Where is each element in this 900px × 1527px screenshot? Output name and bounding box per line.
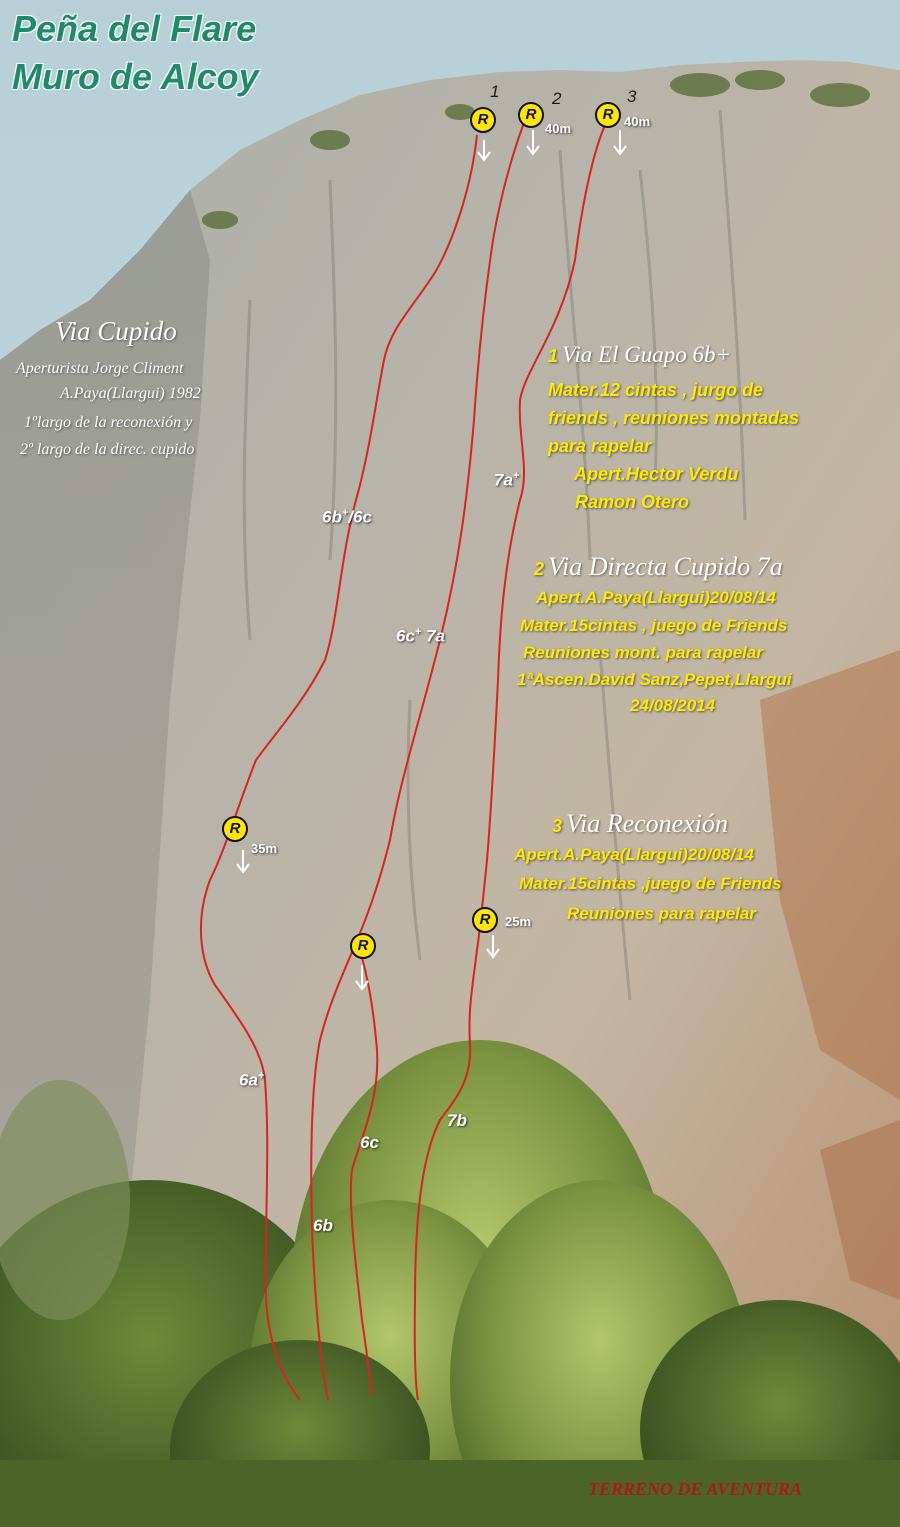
route-detail: para rapelar bbox=[548, 436, 652, 456]
route-detail: Reuniones mont. para rapelar bbox=[523, 643, 763, 662]
grade-6b-plus-6c bbox=[322, 507, 372, 528]
top-route-number-3: 3 bbox=[627, 87, 637, 106]
grade-sup: + bbox=[341, 507, 349, 519]
grade-base: 6c bbox=[396, 626, 415, 646]
title-line-1: Peña del Flare bbox=[12, 8, 257, 49]
route-name: Via Directa Cupido 7a bbox=[548, 552, 783, 581]
route-name: Via El Guapo 6b+ bbox=[562, 342, 732, 367]
route-detail: Mater.12 cintas , jurgo de bbox=[548, 380, 764, 400]
top-route-number-2: 2 bbox=[552, 89, 562, 108]
route-detail: Apert.Hector Verdu bbox=[574, 464, 739, 484]
title-line-2: Muro de Alcoy bbox=[12, 56, 259, 97]
grade-7b: 7b bbox=[447, 1111, 467, 1130]
route-number: 1 bbox=[548, 346, 559, 366]
route-number: 2 bbox=[534, 559, 545, 579]
belay-station-top-3: R bbox=[595, 102, 621, 128]
route-name: Via Reconexión bbox=[566, 809, 728, 838]
route-detail: Reuniones para rapelar bbox=[567, 904, 756, 923]
route-detail: 24/08/2014 bbox=[630, 696, 716, 715]
belay-station-top-2: R bbox=[518, 102, 544, 128]
route-detail: Apert.A.Paya(Llargui)20/08/14 bbox=[514, 845, 754, 864]
cupido-line: 2º largo de la direc. cupido bbox=[20, 441, 195, 458]
cupido-line: 1ºlargo de la reconexión y bbox=[24, 414, 193, 431]
grade-sup: + bbox=[512, 470, 520, 482]
route-1-heading bbox=[548, 342, 731, 368]
grade-sup: + bbox=[257, 1070, 265, 1082]
top-route-number-1: 1 bbox=[490, 82, 500, 101]
grade-6a-plus bbox=[239, 1070, 264, 1091]
grade-base: 7a bbox=[494, 470, 513, 490]
grade-7a-plus bbox=[494, 470, 519, 491]
grade-base: 6a bbox=[239, 1070, 258, 1090]
belay-station-top-1: R bbox=[470, 107, 496, 133]
grade-base: 6b bbox=[322, 507, 342, 527]
belay-station-mid-center: R bbox=[350, 933, 376, 959]
mid-left-distance: 35m bbox=[251, 841, 278, 856]
credit-watermark: TERRENO DE AVENTURA bbox=[588, 1479, 803, 1499]
grade-sup: + bbox=[414, 626, 422, 638]
top-3-distance: 40m bbox=[624, 114, 651, 129]
route-number: 3 bbox=[552, 816, 563, 836]
belay-station-mid-left: R bbox=[222, 816, 248, 842]
cupido-title: Via Cupido bbox=[55, 316, 177, 346]
cupido-line: Aperturista Jorge Climent bbox=[16, 360, 184, 377]
route-detail: friends , reuniones montadas bbox=[548, 408, 800, 428]
belay-station-mid-right: R bbox=[472, 907, 498, 933]
route-2-heading bbox=[534, 552, 783, 582]
grade-rest: /6c bbox=[348, 507, 372, 527]
route-detail: Apert.A.Paya(Llargui)20/08/14 bbox=[536, 588, 776, 607]
route-detail: Mater.15cintas , juego de Friends bbox=[520, 616, 788, 635]
route-detail: 1ªAscen.David Sanz,Pepet,Llargui bbox=[517, 670, 792, 689]
grade-6c: 6c bbox=[360, 1133, 379, 1152]
grade-6c-plus-7a bbox=[396, 626, 445, 647]
cupido-line: A.Paya(Llargui) 1982 bbox=[60, 385, 201, 402]
top-2-distance: 40m bbox=[545, 121, 572, 136]
route-detail: Mater.15cintas ,juego de Friends bbox=[519, 874, 782, 893]
grade-6b: 6b bbox=[313, 1216, 333, 1235]
mid-right-distance: 25m bbox=[505, 914, 532, 929]
route-detail: Ramon Otero bbox=[575, 492, 690, 512]
grade-rest: 7a bbox=[421, 626, 445, 646]
route-3-heading bbox=[552, 809, 728, 839]
